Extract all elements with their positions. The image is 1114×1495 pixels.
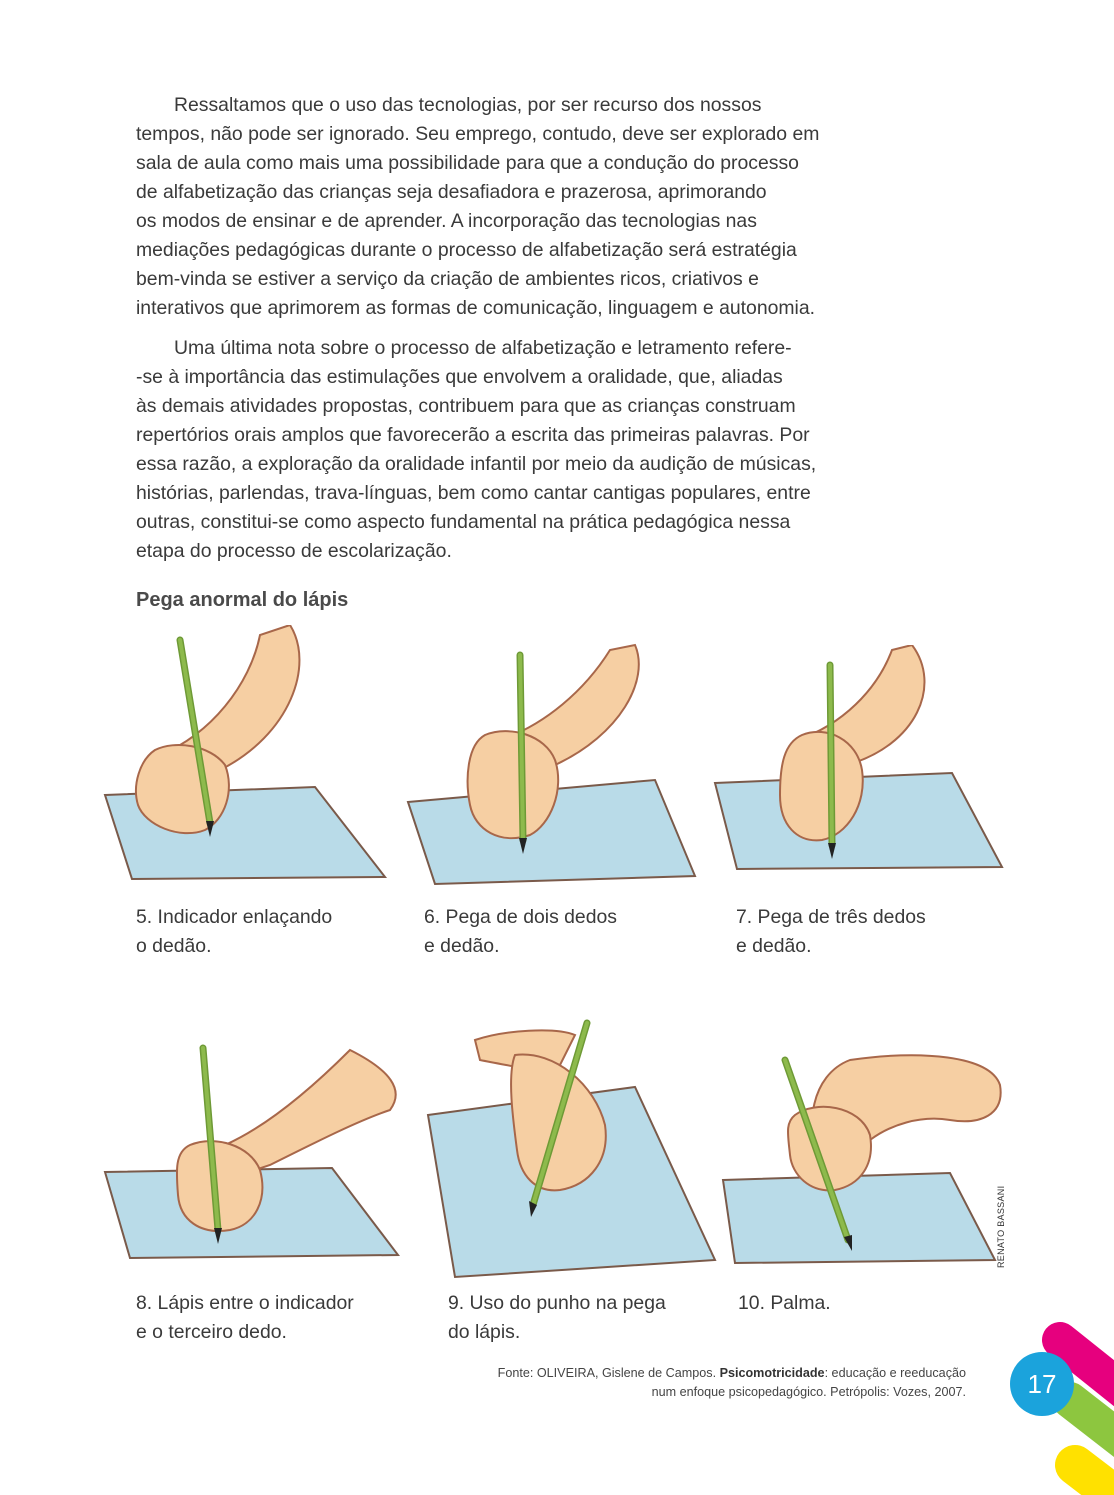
source-line-2: num enfoque psicopedagógico. Petrópolis: Vozes, 2007. xyxy=(651,1385,966,1399)
page-number: 17 xyxy=(1010,1352,1074,1416)
figure-caption-6: 6. Pega de dois dedos e dedão. xyxy=(424,906,617,957)
figure-caption-8: 8. Lápis entre o indicador e o terceiro dedo. xyxy=(136,1292,354,1343)
paragraph-orality: Uma última nota sobre o processo de alfabetização e letramento refere- -se à importância das estimulações que envolvem a oralidade, que, aliadas às demais atividades propostas, contribuem para que as crianças construam repertórios orais amplos que favorecerão a escrita das primeiras palavras. Por essa razão, a exploração da oralidade infantil por meio da audição de músicas, histórias, parlendas, trava-línguas, bem como cantar cantigas populares, entre outras, constitui-se como aspecto fundamental na prática pedagógica nessa etapa do processo de escolarização. xyxy=(136,337,817,562)
figure-caption-5: 5. Indicador enlaçando o dedão. xyxy=(136,906,333,957)
hand-pencil-grip-illustration-5 xyxy=(100,625,400,885)
hand-pencil-grip-illustration-8 xyxy=(100,1040,410,1270)
source-rest: : educação e reeducação xyxy=(824,1366,966,1380)
figure-caption-10: 10. Palma. xyxy=(738,1292,831,1314)
source-citation xyxy=(366,1364,966,1402)
source-prefix: Fonte: OLIVEIRA, Gislene de Campos. xyxy=(497,1366,720,1380)
figure-caption-7: 7. Pega de três dedos e dedão. xyxy=(736,906,926,957)
paragraph-technology: Ressaltamos que o uso das tecnologias, por ser recurso dos nossos tempos, não pode ser ignorado. Seu emprego, contudo, deve ser explorado em sala de aula como mais uma possibilidade para que a condução do processo de alfabetização das crianças seja desafiadora e prazerosa, aprimorando os modos de ensinar e de aprender. A incorporação das tecnologias nas mediações pedagógicas durante o processo de alfabetização será estratégia bem-vinda se estiver a serviço da criação de ambientes ricos, criativos e interativos que aprimorem as formas de comunicação, linguagem e autonomia. xyxy=(136,94,820,319)
illustrator-credit: RENATO BASSANI xyxy=(996,1185,1006,1268)
section-title: Pega anormal do lápis xyxy=(136,589,349,611)
hand-pencil-grip-illustration-7 xyxy=(712,645,1012,885)
hand-pencil-grip-illustration-6 xyxy=(405,640,705,890)
source-title: Psicomotricidade xyxy=(719,1366,825,1380)
figure-caption-9: 9. Uso do punho na pega do lápis. xyxy=(448,1292,666,1343)
hand-pencil-grip-illustration-10 xyxy=(720,1045,1005,1270)
hand-pencil-grip-illustration-9 xyxy=(425,1015,725,1285)
